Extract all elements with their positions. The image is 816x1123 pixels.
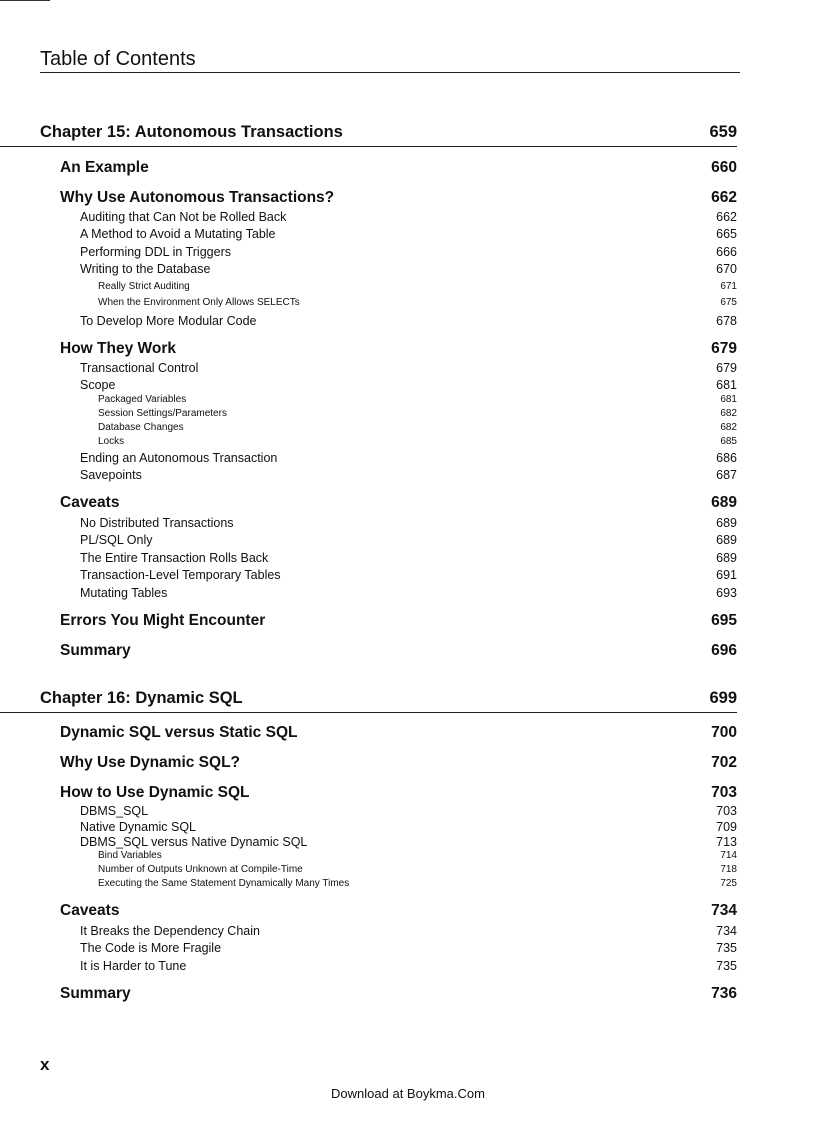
- toc-entry-title: Chapter 15: Autonomous Transactions: [40, 123, 343, 141]
- toc-entry-title: Performing DDL in Triggers: [80, 245, 231, 259]
- toc-entry-page: 703: [711, 784, 737, 801]
- toc-entry-page: 681: [720, 394, 737, 405]
- toc-entry-title: Why Use Autonomous Transactions?: [60, 189, 335, 206]
- toc-entry-page: 675: [720, 297, 737, 308]
- toc-chapter-heading: [0, 124, 737, 147]
- toc-subsection-entry: [0, 586, 737, 604]
- toc-entry-title: Chapter 16: Dynamic SQL: [40, 689, 243, 707]
- toc-entry-title: Native Dynamic SQL: [80, 820, 197, 834]
- toc-entry-title: Transaction-Level Temporary Tables: [80, 568, 281, 582]
- toc-section-entry: [0, 754, 737, 772]
- toc-entry-page: 660: [711, 159, 737, 176]
- toc-entry-page: 699: [709, 689, 737, 707]
- toc-entry-page: 666: [716, 245, 737, 259]
- toc-subsubsection-entry: [0, 297, 737, 315]
- toc-entry-page: 685: [720, 436, 737, 447]
- toc-section-entry: [0, 612, 737, 630]
- toc-subsection-entry: [0, 468, 737, 486]
- toc-entry-title: How They Work: [60, 340, 176, 357]
- toc-entry-page: 671: [720, 281, 737, 292]
- toc-entry-page: 682: [720, 408, 737, 419]
- toc-entry-title: Really Strict Auditing: [98, 281, 190, 292]
- toc-entry-title: DBMS_SQL: [80, 804, 149, 818]
- toc-entry-title: It Breaks the Dependency Chain: [80, 924, 260, 938]
- toc-entry-title: When the Environment Only Allows SELECTs: [98, 297, 300, 308]
- toc-entry-title: Summary: [60, 985, 131, 1002]
- toc-entry-page: 689: [716, 516, 737, 530]
- toc-entry-title: Caveats: [60, 494, 120, 511]
- toc-entry-page: 662: [711, 189, 737, 206]
- toc-subsection-entry: [0, 245, 737, 263]
- toc-entry-title: An Example: [60, 159, 149, 176]
- toc-entry-title: Session Settings/Parameters: [98, 408, 227, 419]
- toc-entry-title: PL/SQL Only: [80, 533, 153, 547]
- toc-subsection-entry: [0, 262, 737, 280]
- toc-entry-page: 702: [711, 754, 737, 771]
- toc-entry-page: 689: [711, 494, 737, 511]
- toc-subsection-entry: [0, 516, 737, 534]
- toc-entry-title: The Code is More Fragile: [80, 941, 222, 955]
- toc-entry-page: 679: [716, 361, 737, 375]
- toc-entry-page: 714: [720, 850, 737, 861]
- toc-section-entry: [0, 189, 737, 207]
- toc-entry-title: Errors You Might Encounter: [60, 612, 266, 629]
- toc-entry-page: 734: [711, 902, 737, 919]
- toc-entry-page: 665: [716, 227, 737, 241]
- toc-subsection-entry: [0, 551, 737, 569]
- toc-subsection-entry: [0, 941, 737, 959]
- toc-entry-title: Executing the Same Statement Dynamically Many Times: [98, 878, 350, 889]
- toc-entry-page: 718: [720, 864, 737, 875]
- toc-subsubsection-entry: [0, 878, 737, 896]
- toc-subsection-entry: [0, 314, 737, 332]
- toc-entry-title: Locks: [98, 436, 125, 447]
- toc-entry-page: 696: [711, 642, 737, 659]
- page-header: [40, 47, 740, 73]
- toc-entry-title: It is Harder to Tune: [80, 959, 187, 973]
- toc-entry-page: 681: [716, 378, 737, 392]
- toc-subsection-entry: [0, 210, 737, 228]
- toc-entry-page: 725: [720, 878, 737, 889]
- toc-entry-page: 735: [716, 941, 737, 955]
- toc-entry-page: 700: [711, 724, 737, 741]
- toc-entry-title: Writing to the Database: [80, 262, 211, 276]
- toc-section-entry: [0, 724, 737, 742]
- toc-entry-title: Mutating Tables: [80, 586, 168, 600]
- toc-entry-title: Dynamic SQL versus Static SQL: [60, 724, 298, 741]
- toc-section-entry: [0, 902, 737, 920]
- toc-entry-page: 682: [720, 422, 737, 433]
- toc-entry-title: Packaged Variables: [98, 394, 187, 405]
- toc-subsection-entry: [0, 533, 737, 551]
- toc-entry-page: 687: [716, 468, 737, 482]
- toc-entry-title: Savepoints: [80, 468, 142, 482]
- toc-entry-title: The Entire Transaction Rolls Back: [80, 551, 269, 565]
- toc-chapter-heading: [0, 690, 737, 713]
- toc-subsection-entry: [0, 227, 737, 245]
- toc-entry-title: A Method to Avoid a Mutating Table: [80, 227, 276, 241]
- toc-entry-page: 736: [711, 985, 737, 1002]
- toc-section-entry: [0, 159, 737, 177]
- toc-entry-page: 679: [711, 340, 737, 357]
- toc-entry-page: 693: [716, 586, 737, 600]
- page-title: Table of Contents: [40, 48, 196, 70]
- toc-section-entry: [0, 985, 737, 1003]
- toc-entry-title: Summary: [60, 642, 131, 659]
- toc-entry-title: No Distributed Transactions: [80, 516, 234, 530]
- toc-entry-page: 689: [716, 551, 737, 565]
- toc-entry-title: Database Changes: [98, 422, 184, 433]
- toc-entry-title: How to Use Dynamic SQL: [60, 784, 250, 801]
- toc-entry-title: Number of Outputs Unknown at Compile-Time: [98, 864, 303, 875]
- toc-subsection-entry: [0, 568, 737, 586]
- toc-entry-title: DBMS_SQL versus Native Dynamic SQL: [80, 835, 308, 849]
- toc-section-entry: [0, 494, 737, 512]
- toc-entry-page: 735: [716, 959, 737, 973]
- toc-entry-page: 689: [716, 533, 737, 547]
- toc-section-entry: [0, 642, 737, 660]
- corner-rule: [0, 0, 50, 1]
- toc-entry-page: 734: [716, 924, 737, 938]
- toc-entry-page: 703: [716, 804, 737, 818]
- toc-entry-page: 686: [716, 451, 737, 465]
- toc-entry-page: 695: [711, 612, 737, 629]
- toc-entry-page: 659: [709, 123, 737, 141]
- toc-entry-title: Auditing that Can Not be Rolled Back: [80, 210, 287, 224]
- toc-subsection-entry: [0, 959, 737, 977]
- toc-entry-page: 713: [716, 835, 737, 849]
- toc-subsection-entry: [0, 361, 737, 379]
- toc-entry-title: Bind Variables: [98, 850, 162, 861]
- toc-subsection-entry: [0, 924, 737, 942]
- toc-section-entry: [0, 340, 737, 358]
- toc-entry-title: Why Use Dynamic SQL?: [60, 754, 241, 771]
- download-note: Download at Boykma.Com: [331, 1086, 485, 1101]
- toc-entry-page: 691: [716, 568, 737, 582]
- toc-entry-title: Ending an Autonomous Transaction: [80, 451, 278, 465]
- toc-entry-title: Transactional Control: [80, 361, 199, 375]
- toc-entry-page: 662: [716, 210, 737, 224]
- toc-subsection-entry: [0, 451, 737, 469]
- toc-entry-page: 678: [716, 314, 737, 328]
- toc-entry-page: 709: [716, 820, 737, 834]
- toc-section-entry: [0, 784, 737, 802]
- toc-entry-title: To Develop More Modular Code: [80, 314, 257, 328]
- toc-entry-title: Scope: [80, 378, 116, 392]
- page-number: x: [40, 1055, 50, 1074]
- toc-entry-title: Caveats: [60, 902, 120, 919]
- toc-entry-page: 670: [716, 262, 737, 276]
